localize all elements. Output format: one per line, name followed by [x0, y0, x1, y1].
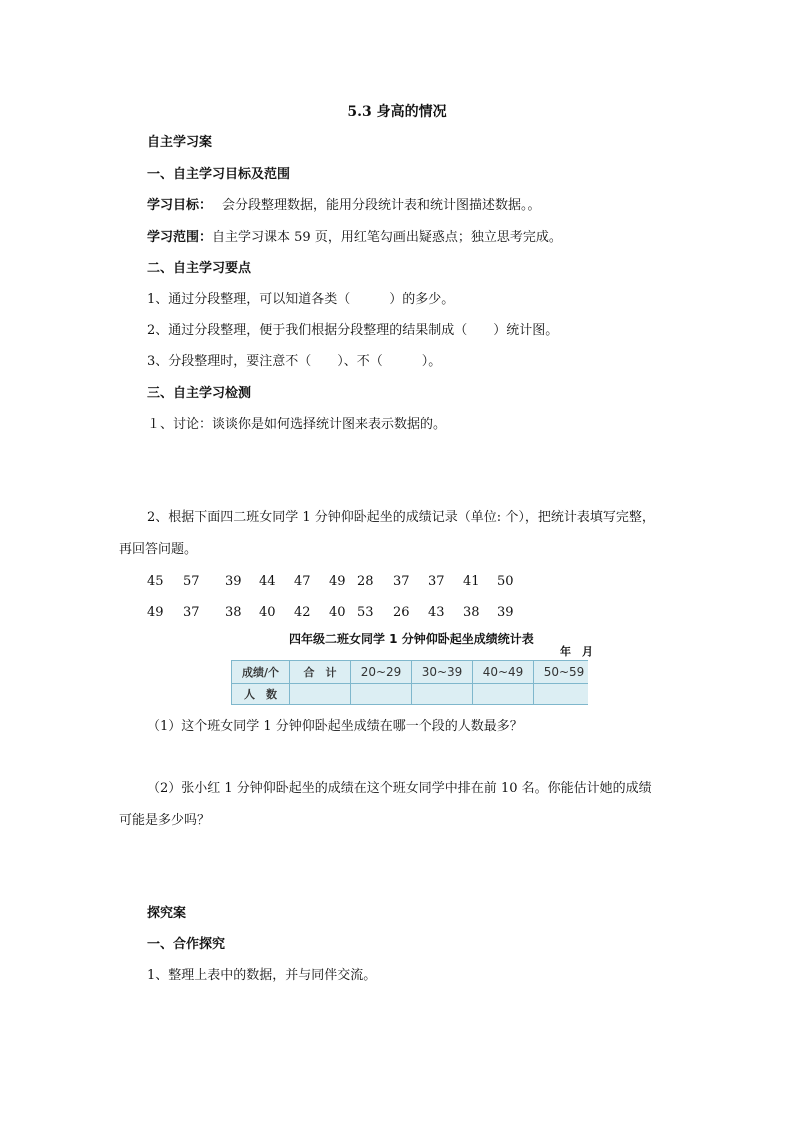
data-value: 28 [357, 574, 374, 589]
data-value: 53 [357, 605, 374, 620]
data-value: 49 [147, 605, 164, 620]
table-header-cell: 合 计 [290, 661, 351, 684]
table-row [232, 684, 595, 705]
range-line [147, 230, 562, 246]
data-value: 37 [393, 574, 410, 589]
data-value: 42 [294, 605, 311, 620]
data-value: 45 [147, 574, 164, 589]
point-2: 2、通过分段整理，便于我们根据分段整理的结果制成（ ）统计图。 [147, 323, 559, 338]
table-row-label: 人 数 [232, 684, 290, 705]
table-header-cell: 30~39 [412, 661, 473, 684]
range-text: 自主学习课本 59 页，用红笔勾画出疑惑点；独立思考完成。 [212, 230, 562, 245]
sub-question-2-line1: （2）张小红 1 分钟仰卧起坐的成绩在这个班女同学中排在前 10 名。你能估计她的成绩 [147, 781, 652, 796]
data-row-2 [0, 605, 794, 621]
table-cell-blank [534, 684, 595, 705]
table-crop-edge [588, 660, 596, 706]
data-value: 40 [259, 605, 276, 620]
data-value: 37 [183, 605, 200, 620]
sub-question-1: （1）这个班女同学 1 分钟仰卧起坐成绩在哪一个段的人数最多？ [147, 719, 523, 734]
data-value: 44 [259, 574, 276, 589]
question-2-line1: 2、根据下面四二班女同学 1 分钟仰卧起坐的成绩记录（单位: 个），把统计表填写完整， [147, 510, 655, 525]
table-cell-blank [473, 684, 534, 705]
data-value: 41 [463, 574, 480, 589]
data-value: 50 [497, 574, 514, 589]
goal-label: 学习目标： [147, 198, 213, 213]
sec3-heading: 三、自主学习检测 [147, 386, 252, 401]
section-heading-zizhu: 自主学习案 [147, 135, 213, 150]
data-value: 47 [294, 574, 311, 589]
stat-table [231, 660, 595, 705]
data-value: 40 [329, 605, 346, 620]
stat-table-title: 四年级二班女同学 1 分钟仰卧起坐成绩统计表 [289, 632, 534, 646]
table-row [232, 661, 595, 684]
sec1-heading: 一、自主学习目标及范围 [147, 167, 291, 182]
data-value: 26 [393, 605, 410, 620]
data-value: 38 [225, 605, 242, 620]
question-2-line2: 再回答问题。 [119, 542, 198, 557]
data-value: 37 [428, 574, 445, 589]
table-cell-blank [351, 684, 412, 705]
table-cell-blank [290, 684, 351, 705]
data-value: 43 [428, 605, 445, 620]
tanjiu-item-1: 1、整理上表中的数据，并与同伴交流。 [147, 968, 377, 983]
sub-question-2-line2: 可能是多少吗？ [119, 813, 211, 828]
table-header-cell: 50~59 [534, 661, 595, 684]
question-1: １、讨论：谈谈你是如何选择统计图来表示数据的。 [147, 417, 447, 432]
goal-line [147, 198, 541, 214]
stat-table-date: 年 月 [560, 645, 593, 658]
table-header-cell: 成绩/个 [232, 661, 290, 684]
table-header-cell: 40~49 [473, 661, 534, 684]
page-title: 5.3 身高的情况 [347, 104, 447, 120]
point-1: 1、通过分段整理，可以知道各类（ ）的多少。 [147, 292, 455, 307]
table-cell-blank [412, 684, 473, 705]
goal-text: 会分段整理数据，能用分段统计表和统计图描述数据。。 [222, 198, 541, 213]
data-row-1 [0, 574, 794, 590]
data-value: 49 [329, 574, 346, 589]
data-value: 39 [225, 574, 242, 589]
sec2-heading: 二、自主学习要点 [147, 261, 252, 276]
data-value: 38 [463, 605, 480, 620]
section-heading-tanjiu: 探究案 [147, 906, 187, 921]
table-header-cell: 20~29 [351, 661, 412, 684]
data-value: 39 [497, 605, 514, 620]
point-3: 3、分段整理时，要注意不（ ）、不（ ）。 [147, 354, 442, 369]
tanjiu-sec1-heading: 一、合作探究 [147, 937, 226, 952]
data-value: 57 [183, 574, 200, 589]
range-label: 学习范围： [147, 230, 213, 245]
